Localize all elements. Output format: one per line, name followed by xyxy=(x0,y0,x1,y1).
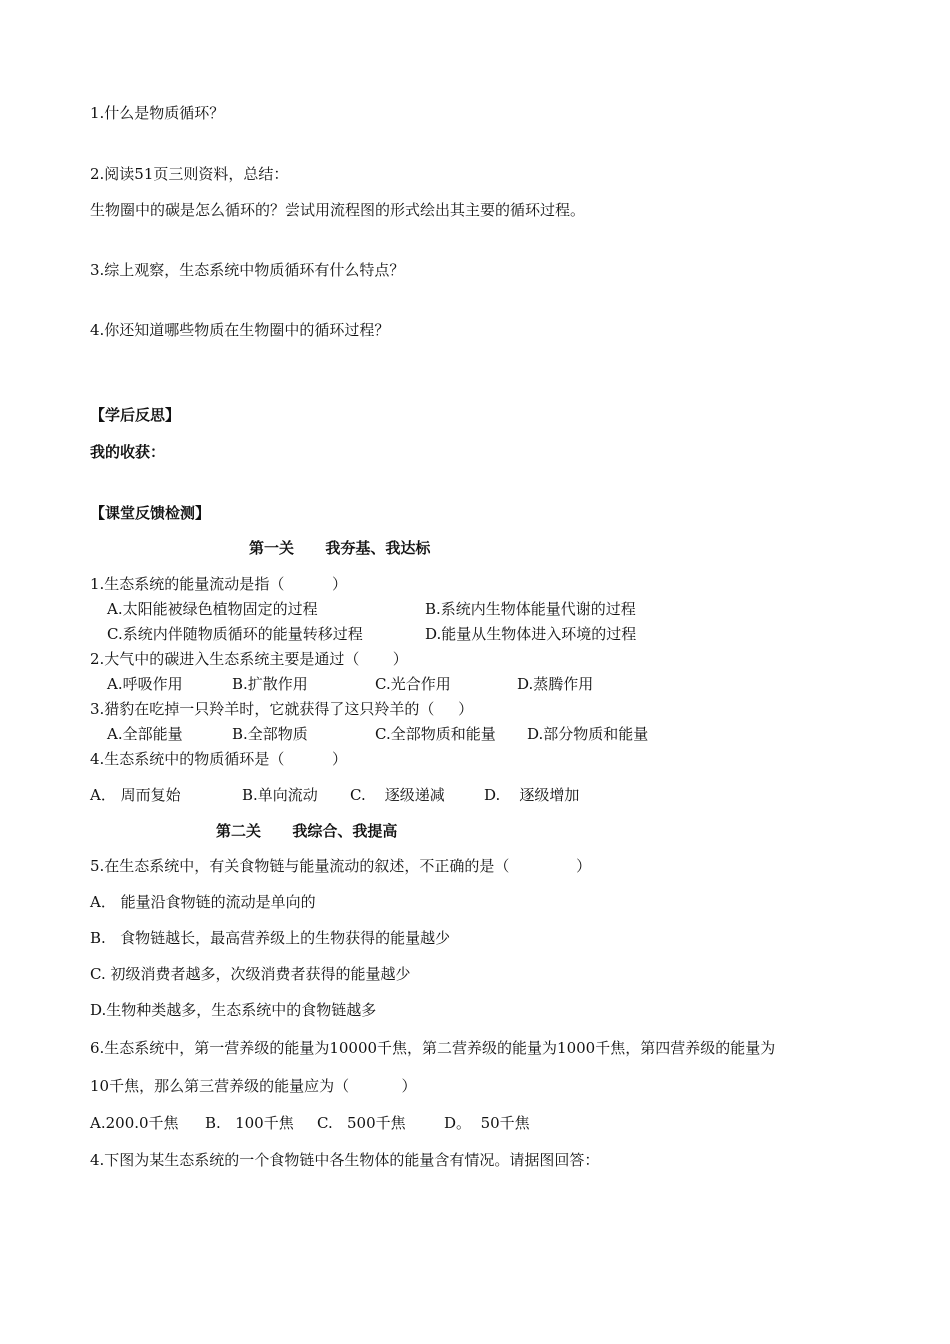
mc-q6-option-a: A.200.0千焦 xyxy=(90,1114,179,1132)
question-food-chain-diagram: 4.下图为某生态系统的一个食物链中各生物体的能量含有情况。请据图回答： xyxy=(90,1151,600,1169)
question-other-cycles: 4.你还知道哪些物质在生物圈中的循环过程？ xyxy=(90,321,390,339)
test-heading: 【课堂反馈检测】 xyxy=(90,504,211,522)
mc-q4-option-c: C. 逐级递减 xyxy=(350,786,445,804)
mc-question-2: 2.大气中的碳进入生态系统主要是通过（ ） xyxy=(90,650,408,668)
mc-q1-option-b: B.系统内生物体能量代谢的过程 xyxy=(425,600,636,618)
mc-q3-option-c: C.全部物质和能量 xyxy=(375,725,496,743)
level-2-title: 第二关 我综合、我提高 xyxy=(216,822,398,840)
mc-question-1: 1.生态系统的能量流动是指（ ） xyxy=(90,575,347,593)
mc-q6-option-c: C. 500千焦 xyxy=(317,1114,406,1132)
mc-q6-option-b: B. 100千焦 xyxy=(205,1114,294,1132)
mc-q5-option-b: B. 食物链越长，最高营养级上的生物获得的能量越少 xyxy=(90,929,451,947)
mc-q1-option-c: C.系统内伴随物质循环的能量转移过程 xyxy=(107,625,363,643)
question-read-materials: 2.阅读51页三则资料，总结： xyxy=(90,165,289,183)
mc-q5-option-c: C. 初级消费者越多，次级消费者获得的能量越少 xyxy=(90,965,411,983)
mc-q6-option-d: D。 50千焦 xyxy=(444,1114,530,1132)
reflection-heading: 【学后反思】 xyxy=(90,406,181,424)
mc-q2-option-b: B.扩散作用 xyxy=(232,675,308,693)
mc-question-3: 3.猎豹在吃掉一只羚羊时，它就获得了这只羚羊的（ ） xyxy=(90,700,474,718)
mc-q5-option-d: D.生物种类越多，生态系统中的食物链越多 xyxy=(90,1001,377,1019)
mc-q3-option-a: A.全部能量 xyxy=(107,725,183,743)
mc-q1-option-d: D.能量从生物体进入环境的过程 xyxy=(425,625,637,643)
question-cycle-features: 3.综上观察，生态系统中物质循环有什么特点？ xyxy=(90,261,405,279)
mc-q2-option-a: A.呼吸作用 xyxy=(107,675,183,693)
mc-q4-option-b: B.单向流动 xyxy=(242,786,318,804)
mc-question-4: 4.生态系统中的物质循环是（ ） xyxy=(90,750,347,768)
question-what-is-material-cycle: 1.什么是物质循环？ xyxy=(90,104,225,122)
mc-q2-option-d: D.蒸腾作用 xyxy=(517,675,594,693)
mc-q4-option-d: D. 逐级增加 xyxy=(484,786,580,804)
mc-q2-option-c: C.光合作用 xyxy=(375,675,451,693)
mc-q4-option-a: A． 周而复始 xyxy=(90,786,181,804)
mc-question-6-line-2: 10千焦，那么第三营养级的能量应为（ ） xyxy=(90,1077,417,1095)
level-1-title: 第一关 我夯基、我达标 xyxy=(249,539,431,557)
mc-question-6-line-1: 6.生态系统中，第一营养级的能量为10000千焦，第二营养级的能量为1000千焦，第四营养级的能量为 xyxy=(90,1039,776,1057)
mc-q1-option-a: A.太阳能被绿色植物固定的过程 xyxy=(107,600,318,618)
question-carbon-cycle: 生物圈中的碳是怎么循环的？尝试用流程图的形式绘出其主要的循环过程。 xyxy=(90,201,586,219)
my-gain-label: 我的收获： xyxy=(90,443,166,461)
mc-q3-option-b: B.全部物质 xyxy=(232,725,308,743)
mc-q3-option-d: D.部分物质和能量 xyxy=(527,725,649,743)
mc-q5-option-a: A． 能量沿食物链的流动是单向的 xyxy=(90,893,316,911)
mc-question-5: 5.在生态系统中，有关食物链与能量流动的叙述，不正确的是（ ） xyxy=(90,857,592,875)
